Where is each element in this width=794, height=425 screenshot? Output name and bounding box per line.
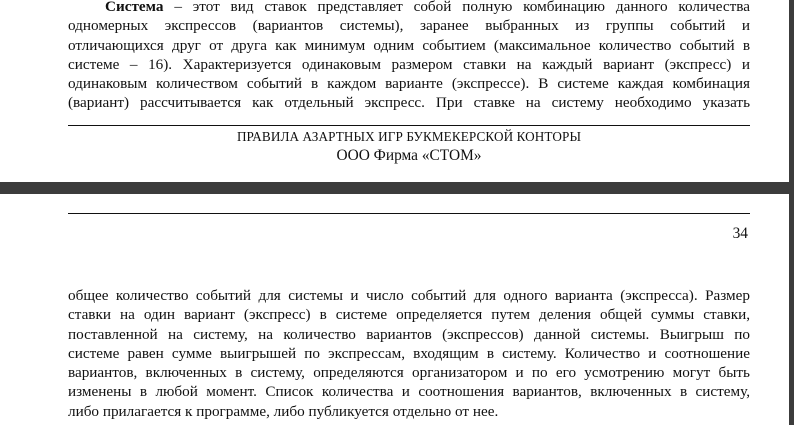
page-separator (0, 182, 794, 194)
paragraph-line: системе – 16). Характеризуется одинаковым размером ставки на каждый вариант (экспресс) и (68, 55, 750, 73)
paragraph-line: общее количество событий для системы и число событий для одного варианта (экспресса). Размер (68, 287, 750, 304)
paragraph-line (68, 0, 750, 16)
paragraph-line: изменены в любой момент. Список количества и соотношения вариантов, включенных в систему, (68, 383, 750, 401)
paragraph-line: вариантов, включенных в систему, определяются организатором и по его усмотрению могут быть (68, 364, 750, 382)
paragraph-line: одинаковым количеством событий в каждом варианте (экспрессе). В системе каждая комбинация (68, 75, 750, 93)
term-system: Система (105, 0, 164, 15)
paragraph-line: поставленной на систему, на количество вариантов (экспрессов) данной системы. Выигрыш по (68, 325, 750, 343)
paragraph-line: ставки на один вариант (экспресс) в системе определяется путем деления общей суммы ставки, (68, 306, 750, 324)
paragraph-line: либо прилагается к программе, либо публикуется отдельно от нее. (68, 402, 499, 420)
footer-company: ООО Фирма «СТОМ» (336, 147, 482, 164)
paragraph-line: (вариант) рассчитывается как отдельный экспресс. При ставке на систему необходимо указать (68, 94, 750, 112)
header-divider (68, 213, 750, 214)
footer-divider (68, 125, 750, 126)
page-number: 34 (732, 225, 748, 242)
paragraph-line: системе равен сумме выигрышей по экспрессам, входящим в систему. Количество и соотношение (68, 344, 750, 362)
paragraph-line-text: – этот вид ставок представляет собой полную комбинацию данного количества (163, 0, 750, 15)
paragraph-system-definition (68, 0, 750, 113)
document-page-33 (0, 0, 789, 182)
paragraph-line: отличающихся друг от друга как минимум одним событием (максимальное количество событий в (68, 36, 750, 54)
viewer-edge (789, 0, 794, 425)
footer-title: ПРАВИЛА АЗАРТНЫХ ИГР БУКМЕКЕРСКОЙ КОНТОРЫ (236, 129, 582, 144)
paragraph-system-continuation (68, 286, 750, 421)
paragraph-line: одномерных экспрессов (вариантов системы), заранее выбранных из группы событий и (68, 17, 750, 35)
